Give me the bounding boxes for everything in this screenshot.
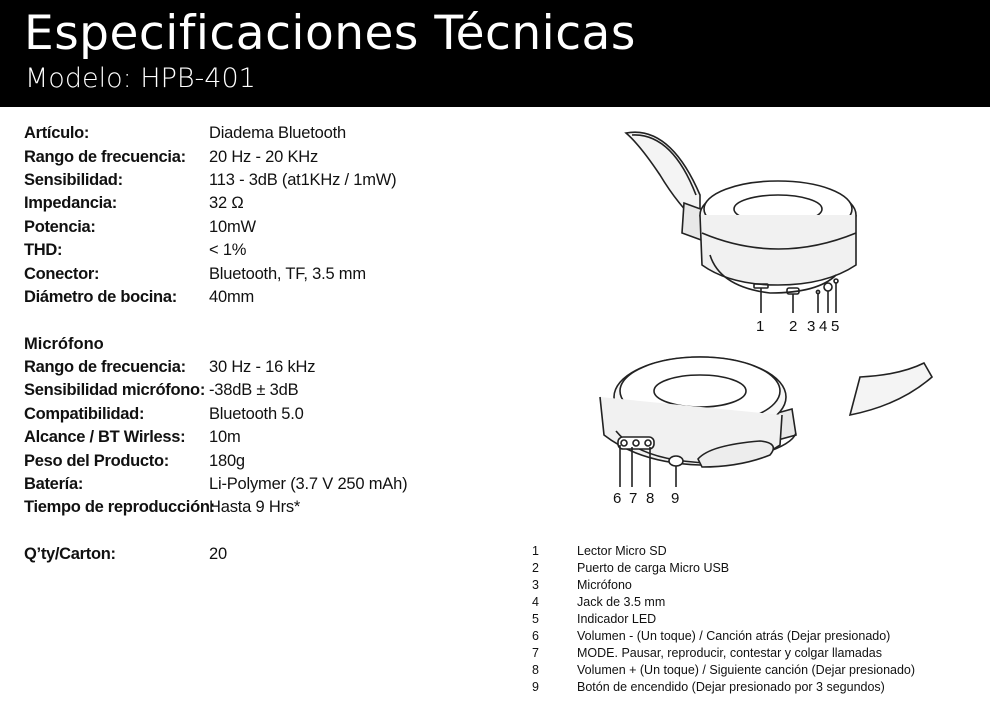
page-title: Especificaciones Técnicas — [24, 6, 636, 61]
callout-number: 3 — [807, 318, 816, 335]
earcup-shell-top — [700, 215, 856, 285]
legend-text: Micrófono — [577, 577, 632, 592]
spec-row — [24, 239, 524, 262]
spec-value: Hasta 9 Hrs* — [209, 498, 301, 517]
spec-value: 180g — [209, 451, 245, 470]
spec-row — [24, 286, 524, 309]
spec-value: 30 Hz - 16 kHz — [209, 358, 316, 377]
spec-label: Tiempo de reproducción: — [24, 498, 215, 517]
spec-label: Sensibilidad micrófono: — [24, 381, 206, 400]
callout-number: 1 — [756, 318, 765, 335]
legend-number: 1 — [532, 543, 539, 558]
headphone-diagram — [560, 115, 980, 535]
callout-number: 2 — [789, 318, 798, 335]
spec-table — [24, 122, 524, 566]
legend-number: 8 — [532, 663, 539, 678]
spec-label: Potencia: — [24, 217, 96, 236]
legend-item — [529, 610, 969, 627]
spec-row — [24, 356, 524, 379]
legend-text: Lector Micro SD — [577, 543, 667, 558]
spec-label: Diámetro de bocina: — [24, 287, 177, 306]
spec-value: 20 Hz - 20 KHz — [209, 147, 319, 166]
callout-number: 8 — [646, 490, 655, 507]
component-legend — [529, 542, 969, 696]
spec-label: Peso del Producto: — [24, 451, 169, 470]
spec-row — [24, 426, 524, 449]
legend-item — [529, 576, 969, 593]
earcup-hole-bottom — [654, 375, 746, 407]
spec-label: Impedancia: — [24, 194, 117, 213]
spec-value: 113 - 3dB (at1KHz / 1mW) — [209, 170, 397, 189]
legend-text: Puerto de carga Micro USB — [577, 560, 730, 575]
sd-slot — [754, 284, 768, 288]
spec-value: 10mW — [209, 217, 256, 236]
led-indicator — [834, 279, 838, 283]
legend-number: 4 — [532, 594, 539, 609]
spec-label: Q’ty/Carton: — [24, 545, 116, 564]
callout-number: 6 — [613, 490, 622, 507]
spacer — [24, 520, 524, 543]
spec-value: Bluetooth, TF, 3.5 mm — [209, 264, 366, 283]
legend-item — [529, 645, 969, 662]
spec-row — [24, 262, 524, 285]
spec-label: Compatibilidad: — [24, 404, 145, 423]
spec-row — [24, 192, 524, 215]
legend-number: 6 — [532, 629, 539, 644]
spec-label: Batería: — [24, 475, 84, 494]
legend-text: Botón de encendido (Dejar presionado por 3 segundos) — [577, 680, 885, 695]
callout-number: 5 — [831, 318, 840, 335]
legend-item — [529, 679, 969, 696]
spacer — [24, 309, 524, 332]
spec-row — [24, 145, 524, 168]
mic-hole — [816, 290, 819, 293]
spec-label: Alcance / BT Wirless: — [24, 428, 186, 447]
legend-item — [529, 542, 969, 559]
spec-row — [24, 543, 524, 566]
power-button — [669, 456, 683, 466]
spec-label: Sensibilidad: — [24, 170, 123, 189]
legend-number: 5 — [532, 611, 539, 626]
legend-text: Jack de 3.5 mm — [577, 594, 666, 609]
spec-row — [24, 379, 524, 402]
spec-row — [24, 496, 524, 519]
spec-value: Diadema Bluetooth — [209, 124, 346, 143]
spec-value: 32 Ω — [209, 194, 244, 213]
legend-text: Volumen + (Un toque) / Siguiente canción (Dejar presionado) — [577, 663, 916, 678]
jack-port — [824, 283, 832, 291]
spec-row — [24, 449, 524, 472]
model-subtitle: Modelo: HPB-401 — [25, 63, 256, 94]
legend-text: Indicador LED — [577, 611, 657, 626]
spec-row — [24, 122, 524, 145]
spec-value: -38dB ± 3dB — [209, 381, 299, 400]
spec-label: Artículo: — [24, 124, 90, 143]
legend-number: 3 — [532, 577, 539, 592]
spec-value: < 1% — [209, 241, 247, 260]
legend-number: 2 — [532, 560, 539, 575]
legend-number: 7 — [532, 646, 539, 661]
header-banner — [0, 0, 990, 107]
spec-label: Rango de frecuencia: — [24, 358, 186, 377]
legend-item — [529, 559, 969, 576]
spec-row — [24, 473, 524, 496]
volume-button-strip — [618, 437, 654, 449]
spec-label: Conector: — [24, 264, 100, 283]
spec-label: Rango de frecuencia: — [24, 147, 186, 166]
spec-value: 20 — [209, 545, 227, 564]
spec-value: Li-Polymer (3.7 V 250 mAh) — [209, 475, 408, 494]
microphone-heading: Micrófono — [24, 334, 104, 353]
legend-text: MODE. Pausar, reproducir, contestar y colgar llamadas — [577, 646, 882, 661]
spec-value: Bluetooth 5.0 — [209, 404, 304, 423]
callout-number: 7 — [629, 490, 638, 507]
callout-number: 9 — [671, 490, 680, 507]
callout-number: 4 — [819, 318, 828, 335]
spec-row — [24, 403, 524, 426]
spec-label: THD: — [24, 241, 63, 260]
spec-row — [24, 216, 524, 239]
legend-item — [529, 593, 969, 610]
legend-item — [529, 627, 969, 644]
legend-text: Volumen - (Un toque) / Canción atrás (Dejar presionado) — [577, 629, 891, 644]
legend-number: 9 — [532, 680, 539, 695]
headband-bottom — [850, 363, 932, 415]
spec-value: 40mm — [209, 287, 255, 306]
legend-item — [529, 662, 969, 679]
spec-row — [24, 169, 524, 192]
spec-value: 10m — [209, 428, 241, 447]
